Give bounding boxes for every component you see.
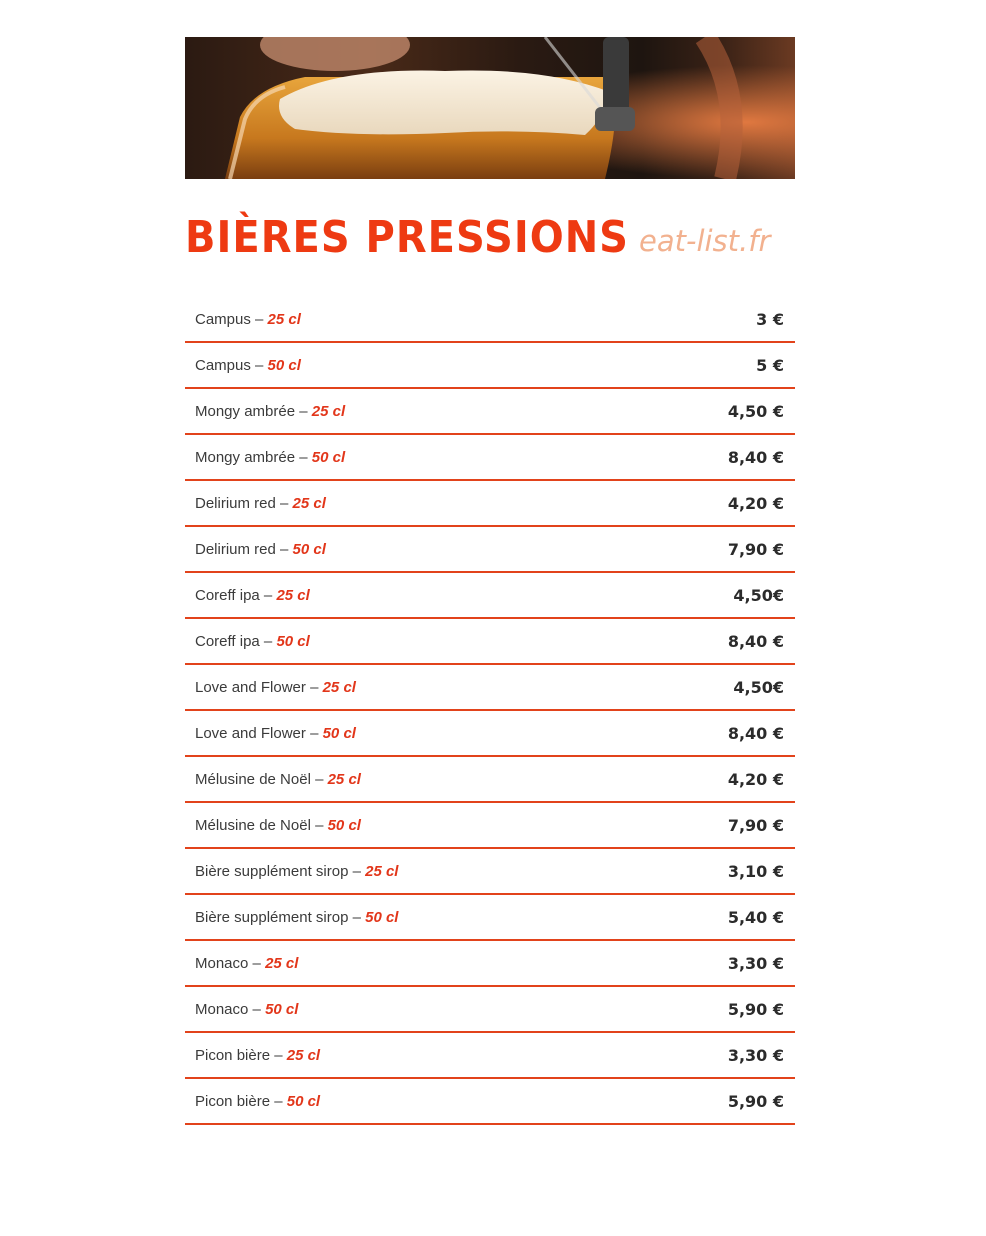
menu-item-description xyxy=(185,587,310,604)
separator: – xyxy=(348,908,366,926)
serving-size: 50 cl xyxy=(311,448,346,466)
serving-size: 25 cl xyxy=(311,402,346,420)
separator: – xyxy=(248,954,266,972)
beer-glass-illustration xyxy=(185,37,795,179)
menu-row xyxy=(185,1033,795,1079)
separator: – xyxy=(250,356,268,374)
serving-size: 25 cl xyxy=(327,770,361,788)
beer-name: Picon bière xyxy=(195,1046,271,1064)
separator: – xyxy=(270,1092,287,1110)
price: 4,50 € xyxy=(727,401,784,421)
serving-size: 50 cl xyxy=(292,540,326,558)
beer-name: Bière supplément sirop xyxy=(195,908,349,926)
menu-row xyxy=(185,527,795,573)
menu-item-description xyxy=(185,725,356,742)
beer-name: Mélusine de Noël xyxy=(195,770,311,788)
beer-name: Delirium red xyxy=(195,494,276,512)
beer-name: Mélusine de Noël xyxy=(195,816,311,834)
beer-name: Campus xyxy=(195,310,251,328)
menu-row xyxy=(185,895,795,941)
menu-row xyxy=(185,435,795,481)
menu-item-description xyxy=(185,541,326,558)
menu-item-description xyxy=(185,1047,320,1064)
beer-name: Monaco xyxy=(195,1000,249,1018)
price: 5,40 € xyxy=(727,907,784,927)
price: 4,20 € xyxy=(727,769,784,789)
price: 8,40 € xyxy=(727,723,784,743)
serving-size: 25 cl xyxy=(265,954,299,972)
menu-row xyxy=(185,389,795,435)
menu-row xyxy=(185,849,795,895)
menu-item-description xyxy=(185,495,326,512)
beer-name: Picon bière xyxy=(195,1092,271,1110)
drinks-menu-list xyxy=(185,297,795,1125)
separator: – xyxy=(248,1000,266,1018)
menu-row xyxy=(185,987,795,1033)
beer-name: Campus xyxy=(195,356,251,374)
price: 7,90 € xyxy=(727,815,784,835)
serving-size: 25 cl xyxy=(292,494,326,512)
price: 5,90 € xyxy=(727,1091,784,1111)
menu-item-description xyxy=(185,449,345,466)
menu-item-description xyxy=(185,679,356,696)
serving-size: 50 cl xyxy=(276,632,310,650)
separator: – xyxy=(305,678,323,696)
menu-item-description xyxy=(185,1001,298,1018)
serving-size: 50 cl xyxy=(322,724,356,742)
menu-row xyxy=(185,665,795,711)
separator: – xyxy=(310,816,328,834)
separator: – xyxy=(305,724,323,742)
hero-beer-image xyxy=(185,37,795,179)
serving-size: 25 cl xyxy=(276,586,310,604)
page-title: BIÈRES PRESSIONS xyxy=(185,213,629,263)
separator: – xyxy=(259,586,277,604)
separator: – xyxy=(310,770,328,788)
price: 8,40 € xyxy=(727,631,784,651)
menu-item-description xyxy=(185,955,298,972)
menu-item-description xyxy=(185,817,361,834)
menu-row xyxy=(185,481,795,527)
serving-size: 25 cl xyxy=(365,862,399,880)
serving-size: 50 cl xyxy=(286,1092,321,1110)
menu-row xyxy=(185,573,795,619)
menu-item-description xyxy=(185,863,398,880)
serving-size: 50 cl xyxy=(265,1000,299,1018)
separator: – xyxy=(348,862,366,880)
menu-item-description xyxy=(185,771,361,788)
menu-header xyxy=(185,210,795,272)
serving-size: 25 cl xyxy=(322,678,356,696)
menu-row xyxy=(185,1079,795,1125)
beer-name: Delirium red xyxy=(195,540,276,558)
beer-name: Mongy ambrée xyxy=(195,448,296,466)
price: 4,50€ xyxy=(733,585,784,605)
menu-item-description xyxy=(185,633,310,650)
serving-size: 50 cl xyxy=(327,816,361,834)
price: 3,30 € xyxy=(727,1045,784,1065)
separator: – xyxy=(275,540,293,558)
menu-row xyxy=(185,619,795,665)
menu-item-description xyxy=(185,311,301,328)
price: 3,10 € xyxy=(727,861,784,881)
separator: – xyxy=(295,402,312,420)
serving-size: 50 cl xyxy=(365,908,399,926)
beer-name: Love and Flower xyxy=(195,724,306,742)
separator: – xyxy=(295,448,312,466)
serving-size: 25 cl xyxy=(267,310,301,328)
beer-name: Coreff ipa xyxy=(195,632,260,650)
separator: – xyxy=(250,310,268,328)
menu-item-description xyxy=(185,1093,320,1110)
separator: – xyxy=(259,632,277,650)
beer-name: Love and Flower xyxy=(195,678,306,696)
serving-size: 25 cl xyxy=(286,1046,321,1064)
separator: – xyxy=(275,494,293,512)
menu-item-description xyxy=(185,909,398,926)
beer-name: Bière supplément sirop xyxy=(195,862,349,880)
site-watermark: eat-list.fr xyxy=(639,224,771,258)
price: 7,90 € xyxy=(727,539,784,559)
separator: – xyxy=(270,1046,287,1064)
price: 8,40 € xyxy=(727,447,784,467)
menu-item-description xyxy=(185,403,345,420)
price: 3,30 € xyxy=(727,953,784,973)
beer-name: Mongy ambrée xyxy=(195,402,296,420)
menu-row xyxy=(185,803,795,849)
beer-name: Monaco xyxy=(195,954,249,972)
menu-row xyxy=(185,297,795,343)
menu-row xyxy=(185,711,795,757)
price: 3 € xyxy=(756,309,784,329)
menu-row xyxy=(185,941,795,987)
menu-item-description xyxy=(185,357,301,374)
price: 4,20 € xyxy=(727,493,784,513)
menu-row xyxy=(185,757,795,803)
menu-row xyxy=(185,343,795,389)
serving-size: 50 cl xyxy=(267,356,301,374)
beer-name: Coreff ipa xyxy=(195,586,260,604)
price: 4,50€ xyxy=(733,677,784,697)
price: 5,90 € xyxy=(727,999,784,1019)
price: 5 € xyxy=(756,355,784,375)
